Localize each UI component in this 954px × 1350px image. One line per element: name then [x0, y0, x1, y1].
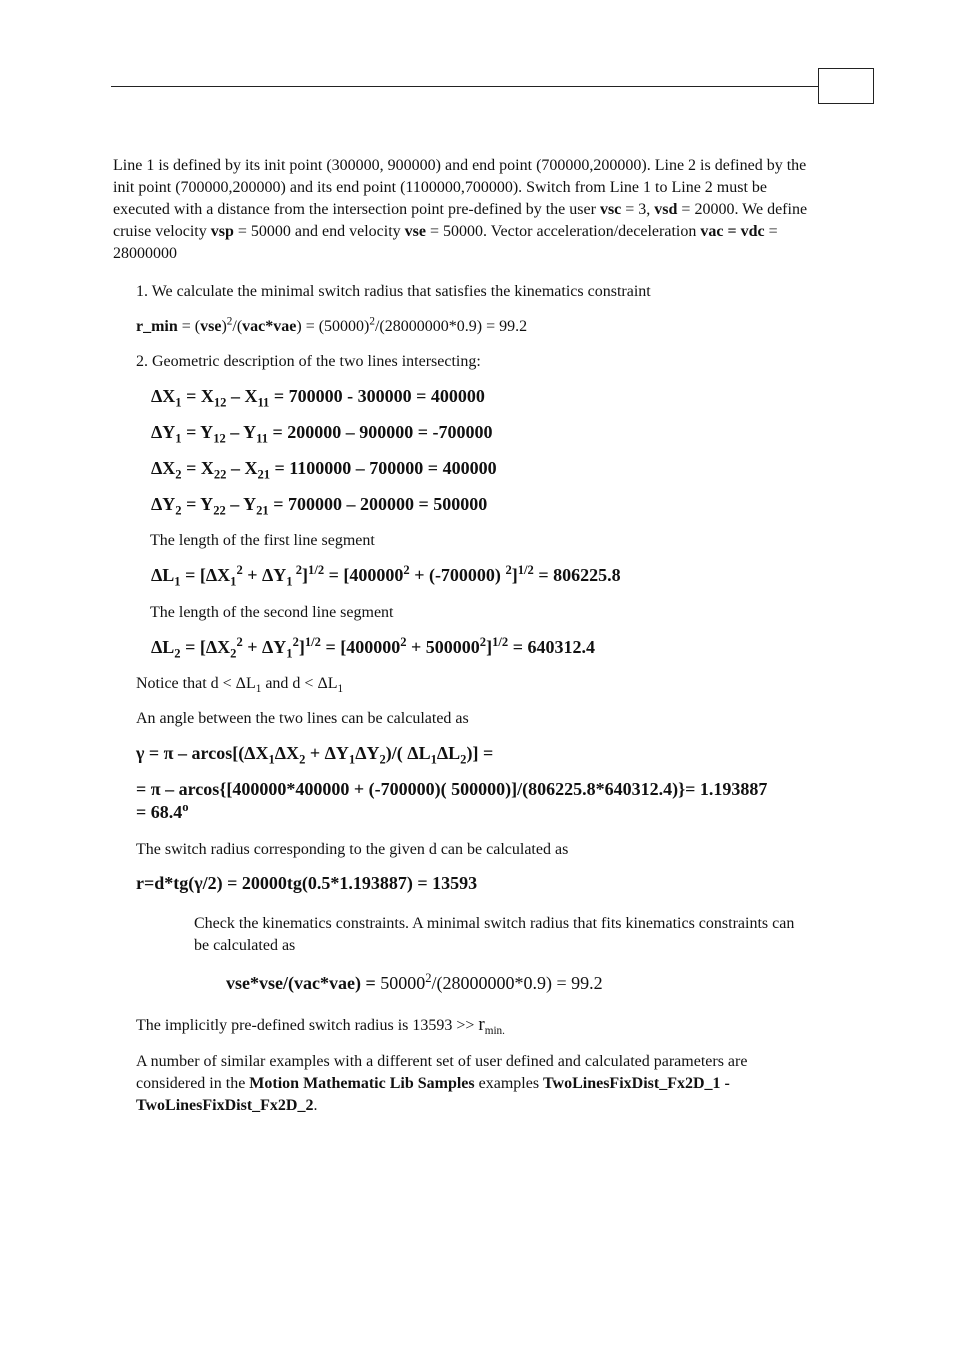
delta-y1-equation: $\Delta Y_1 = Y_{12} - Y_{11} = 200000 - 900000 = -700000$: [151, 422, 493, 446]
angle-equation-2: = π – arcos{[400000*400000 + (-700000)( $500000)]/(806225.8*640312.4)\}= 1.193887 = 68.4^o$: [136, 779, 768, 822]
length1-equation: $\Delta L_1 = [\Delta X_1^2 + \Delta Y_1$ $^2]^{1/2} = [400000^2 + (-700000) ^2]^{1/2} = 806225.8$: [151, 563, 621, 589]
notice-text: Notice that $d < \Delta L_1$ and $d < \Delta L_1$: [136, 675, 344, 696]
header-rule: [111, 86, 818, 87]
delta-y2-equation: $\Delta Y_2 = Y_{22} - Y_{21} = 700000 - 200000 = 500000$: [151, 494, 488, 518]
delta-x2-equation: $\Delta X_2 = X_{22} - X_{21} = 1100000 - 700000 = 400000$: [151, 458, 497, 482]
angle-equation-1: $\gamma = \pi - arcos[(\Delta X_1\Delta X_2 + \Delta Y_1\Delta Y_2)/$( $\Delta L_1\Delta L_2$)] =: [136, 743, 494, 767]
rmin-formula: r_min = $(vse)^2/(vac*vae) = (50000)^2/(28000000*0.9) = 99.2$: [136, 315, 528, 335]
radius-text: The switch radius corresponding to the given d can be calculated as: [136, 841, 569, 858]
length1-text: The length of the first line segment: [150, 532, 375, 549]
step1-text: 1. We calculate the minimal switch radius that satisfies the kinematics constraint: [136, 283, 651, 300]
step2-text: 2. Geometric description of the two lines intersecting:: [136, 353, 481, 370]
check-text: Check the kinematics constraints. A minimal switch radius that fits kinematics constraints can be calculated as: [194, 915, 795, 954]
length2-equation: $\Delta L_2 = [\Delta X_2^2 + \Delta Y_1^2]^{1/2} = [400000^2 + 500000^2]^{1/2} = 640312.4$: [151, 635, 595, 661]
implicit-radius-text: The implicitly pre-defined switch radius is $13593 >> r_{min.}$: [136, 1014, 505, 1038]
angle-text: An angle between the two lines can be calculated as: [136, 710, 469, 727]
closing-paragraph: A number of similar examples with a different set of user defined and calculated parameters are considered in the Motion Mathematic Lib Samples examples TwoLinesFixDist_Fx2D_1 - TwoLinesFixDist_Fx2D_2.: [136, 1053, 748, 1114]
radius-equation: r=d*tg(γ/2) = 20000tg(0.5*1.193887) = 13593: [136, 873, 478, 893]
page-number-box: [818, 68, 874, 104]
intro-paragraph: Line 1 is defined by its init point (300000, 900000) and end point (700000,200000). Line 2 is defined by the init point (700000,200000) and its end point (1100000,700000). Switch from Line 1 to Line 2 must be executed with a distance from the intersection point pre-defined by the user vsc = 3, vsd = 20000. We define cruise velocity vsp = 50000 and end velocity vse = 50000. Vector acceleration/deceleration vac = vdc = 28000000: [113, 157, 808, 262]
check-equation: $vse*vse/(vac*vae) = 50000^2/(28000000*0.9) = 99.2$: [226, 971, 603, 993]
delta-x1-equation: $\Delta X_1 = X_{12} - X_{11} = 700000 - 300000 = 400000$: [151, 386, 485, 410]
length2-text: The length of the second line segment: [150, 604, 394, 621]
